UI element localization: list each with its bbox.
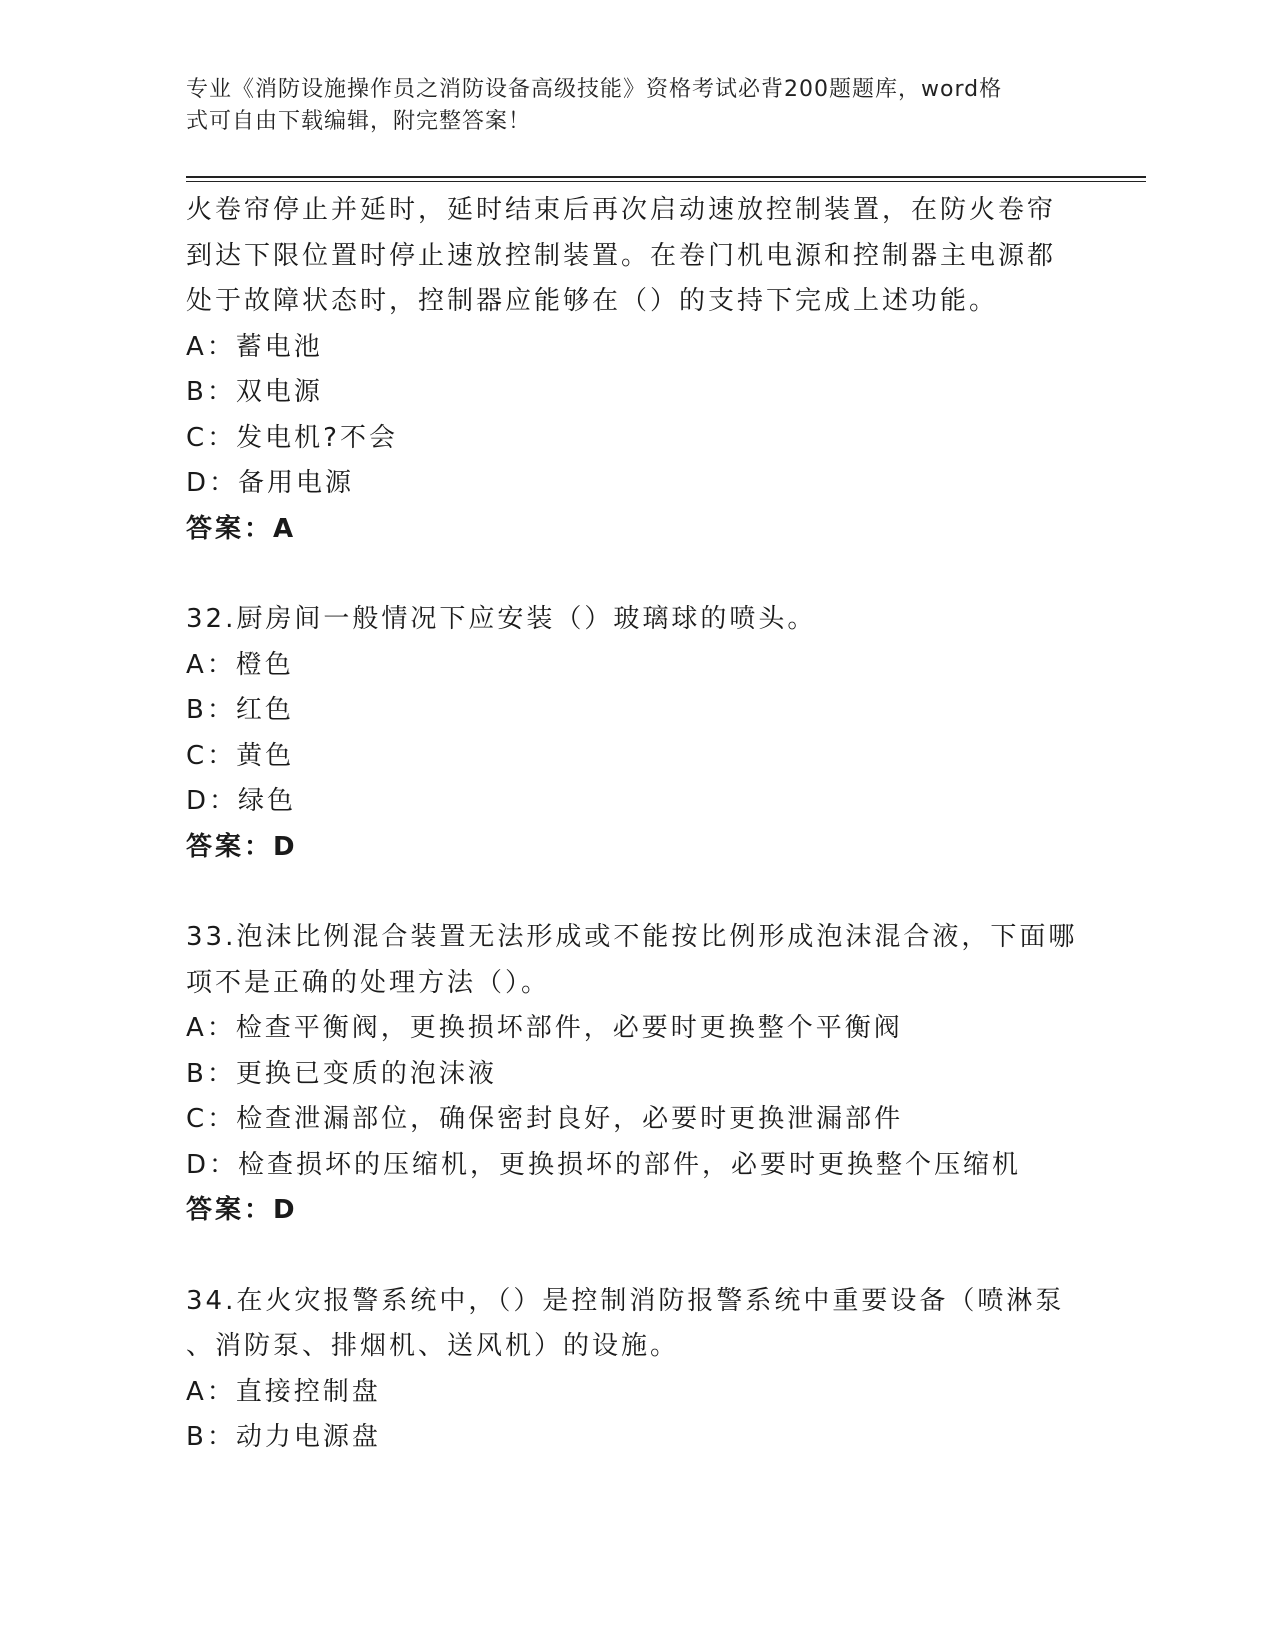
header-title-line-1: 专业《消防设施操作员之消防设备高级技能》资格考试必背200题题库，word格 bbox=[186, 77, 1003, 102]
option-b: B：双电源 bbox=[186, 377, 323, 407]
answer-label: 答案：D bbox=[186, 1195, 298, 1225]
option-a: A：橙色 bbox=[186, 649, 294, 680]
question-34 bbox=[186, 1279, 1086, 1461]
option-a: A：蓄电池 bbox=[186, 331, 323, 362]
option-a: A：直接控制盘 bbox=[186, 1376, 381, 1407]
question-stem-line: 、消防泵、排烟机、送风机）的设施。 bbox=[186, 1331, 680, 1361]
header-divider bbox=[186, 176, 1146, 182]
question-31 bbox=[186, 188, 1086, 552]
option-c: C：黄色 bbox=[186, 740, 295, 771]
question-stem-line: 32.厨房间一般情况下应安装（）玻璃球的喷头。 bbox=[186, 604, 817, 634]
option-b: B：更换已变质的泡沫液 bbox=[186, 1058, 497, 1089]
document-header bbox=[186, 74, 1066, 138]
question-stem-line: 火卷帘停止并延时，延时结束后再次启动速放控制装置，在防火卷帘 bbox=[186, 195, 1057, 225]
option-d: D：检查损坏的压缩机，更换损坏的部件，必要时更换整个压缩机 bbox=[186, 1149, 1022, 1180]
option-c: C：发电机?不会 bbox=[186, 422, 398, 453]
question-stem-line: 34.在火灾报警系统中，（）是控制消防报警系统中重要设备（喷淋泵 bbox=[186, 1285, 1065, 1316]
question-32 bbox=[186, 597, 1086, 870]
answer-label: 答案：D bbox=[186, 831, 298, 862]
option-c: C：检查泄漏部位，确保密封良好，必要时更换泄漏部件 bbox=[186, 1104, 904, 1134]
spacer bbox=[186, 870, 1086, 915]
question-33 bbox=[186, 915, 1086, 1234]
option-d: D：备用电源 bbox=[186, 468, 355, 498]
header-title-line-2: 式可自由下载编辑，附完整答案！ bbox=[186, 109, 532, 134]
option-d: D：绿色 bbox=[186, 786, 297, 816]
spacer bbox=[186, 552, 1086, 597]
option-a: A：检查平衡阀，更换损坏部件，必要时更换整个平衡阀 bbox=[186, 1013, 903, 1043]
answer-label: 答案：A bbox=[186, 513, 297, 544]
spacer bbox=[186, 1234, 1086, 1279]
question-stem-line: 项不是正确的处理方法（）。 bbox=[186, 967, 551, 998]
question-list bbox=[186, 188, 1086, 1461]
option-b: B：红色 bbox=[186, 695, 294, 725]
question-stem-line: 到达下限位置时停止速放控制装置。在卷门机电源和控制器主电源都 bbox=[186, 240, 1057, 271]
question-stem-line: 33.泡沫比例混合装置无法形成或不能按比例形成泡沫混合液，下面哪 bbox=[186, 922, 1078, 952]
question-stem-line: 处于故障状态时，控制器应能够在（）的支持下完成上述功能。 bbox=[186, 286, 999, 316]
option-b: B：动力电源盘 bbox=[186, 1422, 381, 1452]
